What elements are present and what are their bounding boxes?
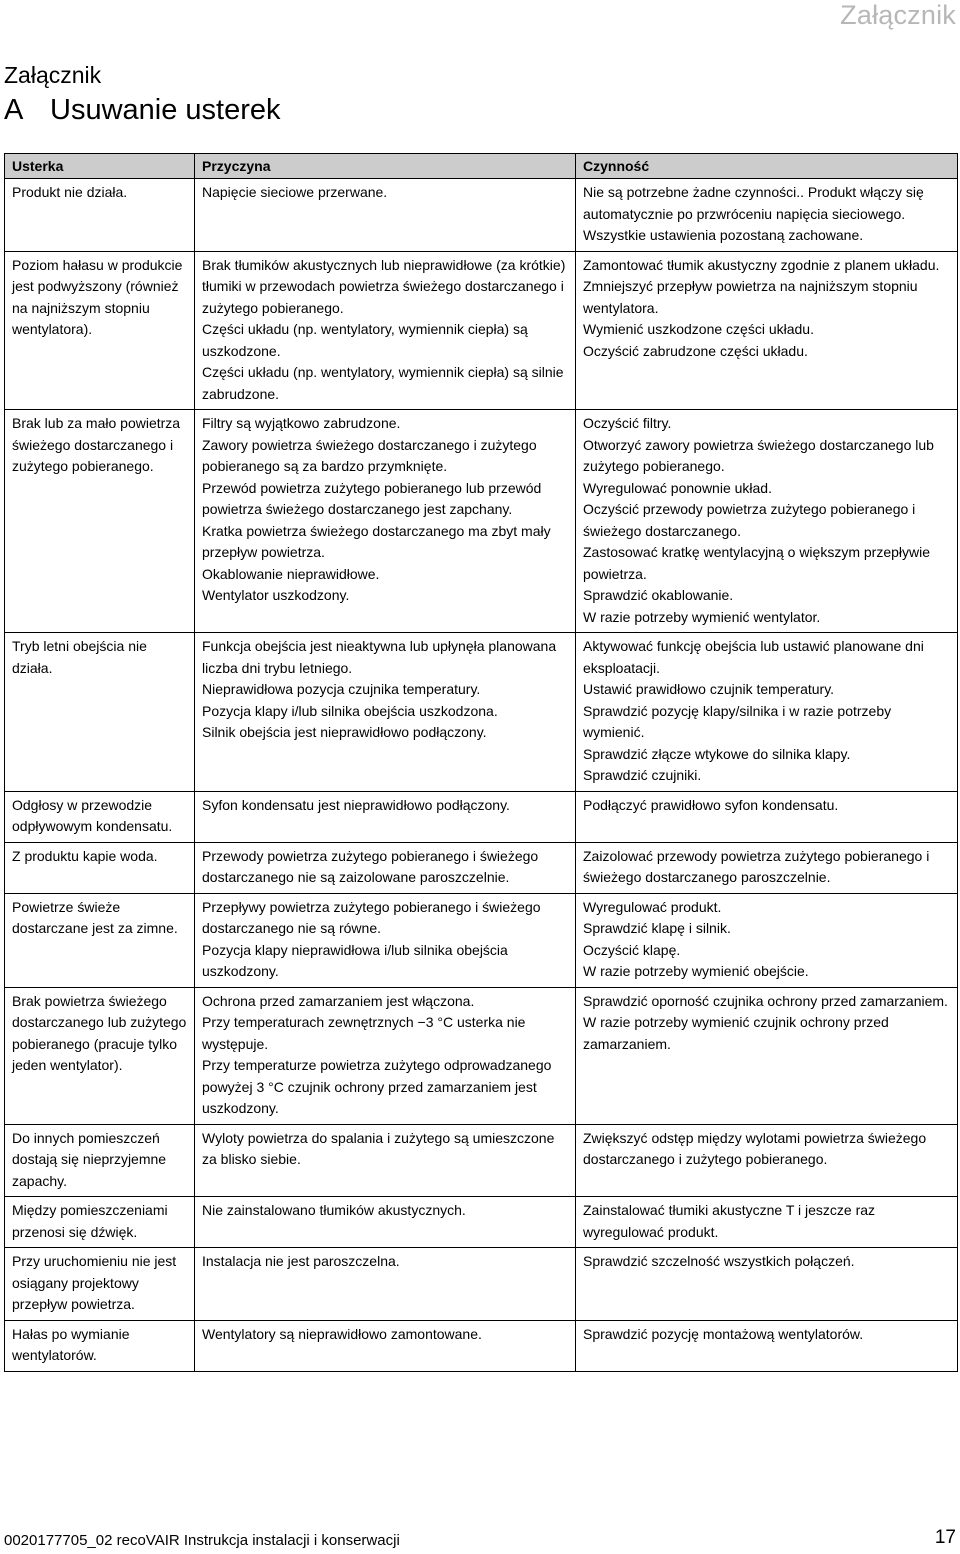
column-header-fault: Usterka [5, 154, 195, 179]
cause-cell-text: Wentylator uszkodzony. [202, 587, 350, 603]
fault-cell [5, 1197, 195, 1248]
action-cell-text: Sprawdzić pozycję klapy/silnika i w razie potrzeby wymienić. [583, 702, 892, 740]
fault-cell [5, 1248, 195, 1321]
cause-cell [195, 1248, 576, 1321]
cause-cell-text: Przepływy powietrza zużytego pobieranego i świeżego dostarczanego nie są równe. [202, 898, 541, 936]
action-cell [576, 1320, 958, 1371]
troubleshooting-table [4, 153, 958, 1372]
cause-cell [195, 987, 576, 1124]
action-cell-text: Nie są potrzebne żadne czynności.. Produkt włączy się automatycznie po przwróceniu napięcia sieciowego. Wszystkie ustawienia pozostaną zachowane. [583, 184, 924, 243]
cause-cell [195, 1124, 576, 1197]
table-row [5, 842, 958, 893]
fault-cell [5, 842, 195, 893]
cause-cell-text: Kratka powietrza świeżego dostarczanego ma zbyt mały przepływ powietrza. [202, 522, 551, 560]
fault-cell-text: Brak lub za mało powietrza świeżego dostarczanego i zużytego pobieranego. [12, 415, 181, 474]
cause-cell-text: Pozycja klapy nieprawidłowa i/lub silnika obejścia uszkodzony. [202, 941, 508, 979]
action-cell [576, 987, 958, 1124]
action-cell-text: Zmniejszyć przepływ powietrza na najniższym stopniu wentylatora. [583, 278, 918, 316]
action-cell-text: Zastosować kratkę wentylacyjną o większym przepływie powietrza. [583, 544, 931, 582]
cause-cell-text: Instalacja nie jest paroszczelna. [202, 1253, 400, 1269]
fault-cell-text: Do innych pomieszczeń dostają się nieprzyjemne zapachy. [12, 1129, 167, 1189]
cause-cell-text: Brak tłumików akustycznych lub nieprawidłowe (za krótkie) tłumiki w przewodach powietrza świeżego dostarczanego i zużytego pobieranego. [202, 256, 566, 316]
fault-cell [5, 987, 195, 1124]
fault-cell-text: Przy uruchomieniu nie jest osiągany projektowy przepływ powietrza. [12, 1253, 177, 1312]
fault-cell [5, 1124, 195, 1197]
cause-cell-text: Silnik obejścia jest nieprawidłowo podłączony. [202, 724, 487, 740]
action-cell-text: W razie potrzeby wymienić czujnik ochrony przed zamarzaniem. [583, 1014, 889, 1052]
cause-cell-text: Okablowanie nieprawidłowe. [202, 565, 380, 582]
cause-cell-text: Pozycja klapy i/lub silnika obejścia uszkodzona. [202, 702, 498, 719]
action-cell-text: Oczyścić klapę. [583, 941, 681, 958]
action-cell-text: Oczyścić filtry. [583, 415, 672, 431]
fault-cell [5, 893, 195, 987]
action-cell-text: Zwiększyć odstęp między wylotami powietrza świeżego dostarczanego i zużytego pobieranego. [583, 1129, 927, 1167]
cause-cell-text: Zawory powietrza świeżego dostarczanego i zużytego pobieranego są za bardzo przymknięte. [202, 436, 537, 474]
table-row [5, 251, 958, 410]
cause-cell-text: Przewody powietrza zużytego pobieranego i świeżego dostarczanego nie są zaizolowane paroszczelnie. [202, 847, 539, 885]
cause-cell-text: Syfon kondensatu jest nieprawidłowo podłączony. [202, 796, 510, 813]
fault-cell [5, 791, 195, 842]
cause-cell [195, 410, 576, 633]
action-cell [576, 251, 958, 410]
cause-cell-text: Wentylatory są nieprawidłowo zamontowane. [202, 1325, 482, 1342]
table-row [5, 410, 958, 633]
cause-cell-text: Części układu (np. wentylatory, wymiennik ciepła) są silnie zabrudzone. [202, 364, 564, 402]
action-cell [576, 633, 958, 792]
action-cell [576, 410, 958, 633]
action-cell-text: Sprawdzić okablowanie. [583, 587, 734, 603]
table-row [5, 1124, 958, 1197]
action-cell [576, 179, 958, 252]
action-cell-text: Sprawdzić złącze wtykowe do silnika klapy. [583, 745, 851, 762]
action-cell-text: Sprawdzić pozycję montażową wentylatorów. [583, 1325, 864, 1342]
fault-cell-text: Odgłosy w przewodzie odpływowym kondensatu. [12, 796, 173, 834]
table-row [5, 987, 958, 1124]
action-cell-text: Oczyścić zabrudzone części układu. [583, 342, 808, 359]
action-cell-text: Zainstalować tłumiki akustyczne T i jeszcze raz wyregulować produkt. [583, 1202, 876, 1240]
cause-cell-text: Nieprawidłowa pozycja czujnika temperatury. [202, 681, 481, 697]
section-label: Załącznik [4, 62, 102, 88]
table-row [5, 179, 958, 252]
action-cell [576, 842, 958, 893]
footer-page-number: 17 [934, 1527, 956, 1548]
cause-cell-text: Przy temperaturach zewnętrznych −3 °C usterka nie występuje. [202, 1014, 526, 1052]
action-cell [576, 1248, 958, 1321]
table-row [5, 1197, 958, 1248]
cause-cell-text: Nie zainstalowano tłumików akustycznych. [202, 1202, 466, 1218]
cause-cell [195, 842, 576, 893]
column-header-action: Czynność [576, 154, 958, 179]
cause-cell [195, 1197, 576, 1248]
fault-cell-text: Poziom hałasu w produkcie jest podwyższony (również na najniższym stopniu wentylatora). [12, 256, 183, 337]
fault-cell-text: Między pomieszczeniami przenosi się dźwięk. [12, 1202, 168, 1240]
action-cell-text: Wymienić uszkodzone części układu. [583, 321, 814, 337]
table-row [5, 893, 958, 987]
table-row [5, 791, 958, 842]
cause-cell-text: Wyloty powietrza do spalania i zużytego są umieszczone za blisko siebie. [202, 1129, 555, 1167]
action-cell-text: Zaizolować przewody powietrza zużytego pobieranego i świeżego dostarczanego paroszczelnie. [583, 847, 930, 885]
fault-cell [5, 1320, 195, 1371]
cause-cell-text: Części układu (np. wentylatory, wymiennik ciepła) są uszkodzone. [202, 321, 528, 359]
cause-cell-text: Przewód powietrza zużytego pobieranego lub przewód powietrza świeżego dostarczanego jest zapchany. [202, 479, 542, 517]
action-cell-text: Sprawdzić czujniki. [583, 767, 702, 783]
cause-cell-text: Funkcja obejścia jest nieaktywna lub upłynęła planowana liczba dni trybu letniego. [202, 638, 557, 676]
action-cell [576, 1124, 958, 1197]
fault-cell [5, 179, 195, 252]
table-row [5, 1248, 958, 1321]
cause-cell [195, 179, 576, 252]
running-head-title: Załącznik [840, 0, 956, 30]
cause-cell [195, 791, 576, 842]
fault-cell-text: Brak powietrza świeżego dostarczanego lub zużytego pobieranego (pracuje tylko jeden wentylator). [12, 992, 187, 1073]
action-cell-text: Zamontować tłumik akustyczny zgodnie z planem układu. [583, 256, 940, 273]
action-cell [576, 893, 958, 987]
table-body [5, 179, 958, 1372]
fault-cell-text: Z produktu kapie woda. [12, 847, 158, 864]
cause-cell [195, 893, 576, 987]
action-cell-text: Wyregulować produkt. [583, 898, 722, 915]
fault-cell-text: Powietrze świeże dostarczane jest za zimne. [12, 898, 178, 936]
fault-cell [5, 410, 195, 633]
footer-document-title: 0020177705_02 recoVAIR Instrukcja instalacji i konserwacji [4, 1532, 400, 1549]
cause-cell [195, 251, 576, 410]
table-row [5, 633, 958, 792]
cause-cell [195, 633, 576, 792]
cause-cell-text: Napięcie sieciowe przerwane. [202, 184, 388, 200]
action-cell-text: Sprawdzić oporność czujnika ochrony przed zamarzaniem. [583, 992, 948, 1009]
cause-cell-text: Ochrona przed zamarzaniem jest włączona. [202, 992, 475, 1009]
action-cell-text: W razie potrzeby wymienić wentylator. [583, 608, 821, 625]
chapter-number: A [4, 94, 24, 126]
fault-cell-text: Produkt nie działa. [12, 184, 128, 200]
cause-cell-text: Filtry są wyjątkowo zabrudzone. [202, 415, 401, 431]
table-header-row [5, 154, 958, 179]
action-cell-text: W razie potrzeby wymienić obejście. [583, 963, 809, 979]
action-cell-text: Podłączyć prawidłowo syfon kondensatu. [583, 796, 839, 813]
fault-cell-text: Hałas po wymianie wentylatorów. [12, 1325, 130, 1363]
action-cell-text: Sprawdzić klapę i silnik. [583, 920, 731, 936]
action-cell-text: Wyregulować ponownie układ. [583, 479, 772, 496]
action-cell [576, 791, 958, 842]
fault-cell [5, 633, 195, 792]
action-cell-text: Ustawić prawidłowo czujnik temperatury. [583, 681, 835, 697]
fault-cell [5, 251, 195, 410]
cause-cell-text: Przy temperaturze powietrza zużytego odprowadzanego powyżej 3 °C czujnik ochrony przed zamarzaniem jest uszkodzony. [202, 1057, 552, 1116]
table-row [5, 1320, 958, 1371]
action-cell-text: Oczyścić przewody powietrza zużytego pobieranego i świeżego dostarczanego. [583, 501, 916, 539]
column-header-cause: Przyczyna [195, 154, 576, 179]
fault-cell-text: Tryb letni obejścia nie działa. [12, 638, 147, 676]
action-cell-text: Otworzyć zawory powietrza świeżego dostarczanego lub zużytego pobieranego. [583, 436, 934, 474]
action-cell-text: Aktywować funkcję obejścia lub ustawić planowane dni eksploatacji. [583, 638, 924, 676]
cause-cell [195, 1320, 576, 1371]
action-cell [576, 1197, 958, 1248]
chapter-title [4, 94, 281, 127]
action-cell-text: Sprawdzić szczelność wszystkich połączeń. [583, 1253, 855, 1269]
chapter-title-text: Usuwanie usterek [50, 94, 281, 126]
